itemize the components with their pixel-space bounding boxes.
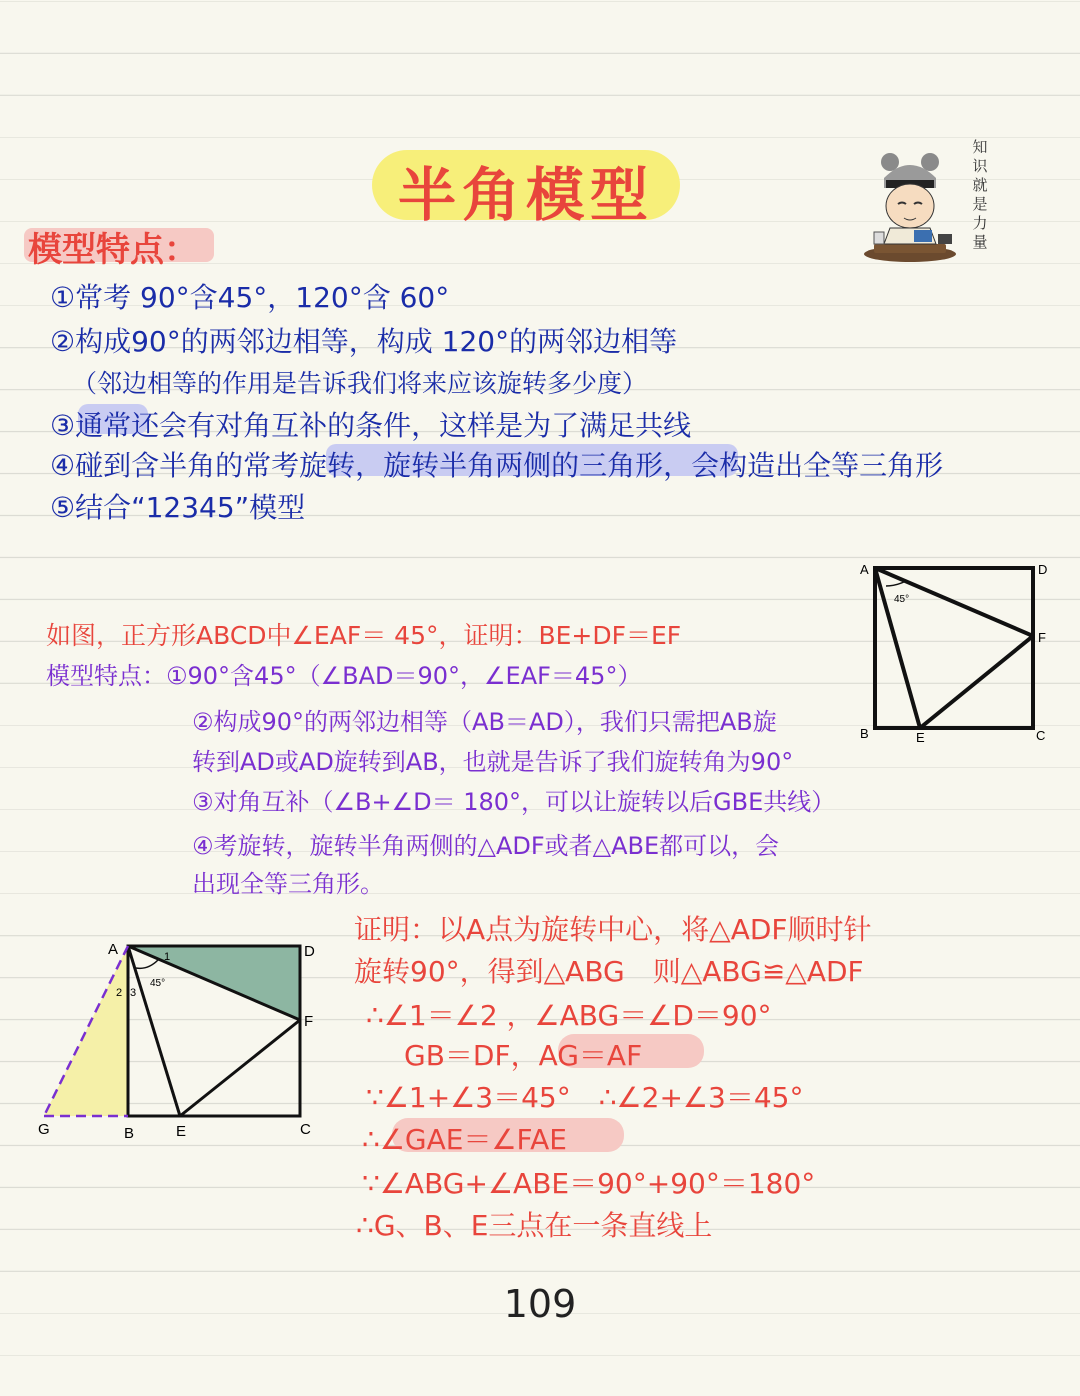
label-g: G — [38, 1121, 50, 1138]
label-b: B — [124, 1125, 135, 1142]
proof-line: 旋转90°，得到△ABG 则△ABG≌△ADF — [354, 955, 864, 988]
angle-arc — [136, 960, 158, 968]
label-a: A — [860, 562, 869, 577]
feature-item: ④碰到含半角的常考旋转，旋转半角两侧的三角形，会构造出全等三角形 — [50, 449, 944, 482]
label-f: F — [304, 1013, 314, 1030]
label-d: D — [304, 943, 315, 960]
square-figure — [850, 556, 1060, 746]
segment-ef — [920, 636, 1033, 728]
feature-item: ⑤结合“12345”模型 — [50, 491, 306, 524]
proof-line: 证明：以A点为旋转中心，将△ADF顺时针 — [354, 913, 872, 946]
proof-line: ∵∠ABG+∠ABE＝90°+90°＝180° — [362, 1167, 816, 1200]
label-e: E — [916, 730, 925, 745]
label-e: E — [176, 1123, 187, 1140]
segment-ae — [128, 946, 180, 1116]
label-c: C — [1036, 728, 1046, 743]
page-number: 109 — [503, 1282, 577, 1326]
label-b: B — [860, 726, 869, 741]
segment-ae — [875, 568, 920, 728]
proof-line: GB＝DF，AG＝AF — [404, 1039, 643, 1072]
feature-item: ①常考 90°含45°，120°含 60° — [50, 281, 450, 314]
feature-note: （邻边相等的作用是告诉我们将来应该旋转多少度） — [72, 369, 648, 398]
proof-line: ∴G、B、E三点在一条直线上 — [356, 1209, 713, 1242]
angle-3-label: 3 — [130, 987, 137, 999]
label-a: A — [108, 941, 119, 958]
analysis-line: ③对角互补（∠B+∠D＝ 180°，可以让旋转以后GBE共线） — [192, 788, 836, 816]
features-heading: 模型特点： — [28, 230, 198, 270]
label-c: C — [300, 1121, 311, 1138]
angle-2-label: 2 — [116, 987, 123, 999]
logo-caption: 知识就是力量 — [972, 138, 988, 251]
scholar-mascot-icon — [860, 148, 970, 266]
segment-ef — [180, 1020, 300, 1116]
analysis-line: 出现全等三角形。 — [192, 870, 384, 898]
proof-line: ∴∠GAE＝∠FAE — [362, 1123, 567, 1156]
feature-item: ②构成90°的两邻边相等，构成 120°的两邻边相等 — [50, 325, 678, 358]
analysis-line: 模型特点：①90°含45°（∠BAD＝90°，∠EAF＝45°） — [46, 662, 642, 690]
page-title: 半角模型 — [397, 161, 654, 229]
feature-item: ③通常还会有对角互补的条件，这样是为了满足共线 — [50, 409, 692, 442]
rotation-figure — [30, 938, 330, 1148]
proof-line: ∵∠1+∠3＝45° ∴∠2+∠3＝45° — [366, 1081, 804, 1114]
angle-label: 45° — [894, 594, 910, 605]
proof-line: ∴∠1＝∠2 ，∠ABG＝∠D＝90° — [366, 999, 772, 1032]
label-d: D — [1038, 562, 1048, 577]
problem-statement: 如图，正方形ABCD中∠EAF＝ 45°，证明：BE+DF＝EF — [46, 621, 682, 650]
analysis-line: ②构成90°的两邻边相等（AB＝AD），我们只需把AB旋 — [192, 708, 777, 736]
angle-1-label: 1 — [164, 951, 171, 963]
angle-arc — [886, 581, 906, 586]
analysis-line: ④考旋转，旋转半角两侧的△ADF或者△ABE都可以，会 — [192, 832, 780, 860]
analysis-line: 转到AD或AD旋转到AB，也就是告诉了我们旋转角为90° — [192, 748, 794, 776]
angle-label: 45° — [150, 978, 166, 989]
label-f: F — [1038, 630, 1046, 645]
